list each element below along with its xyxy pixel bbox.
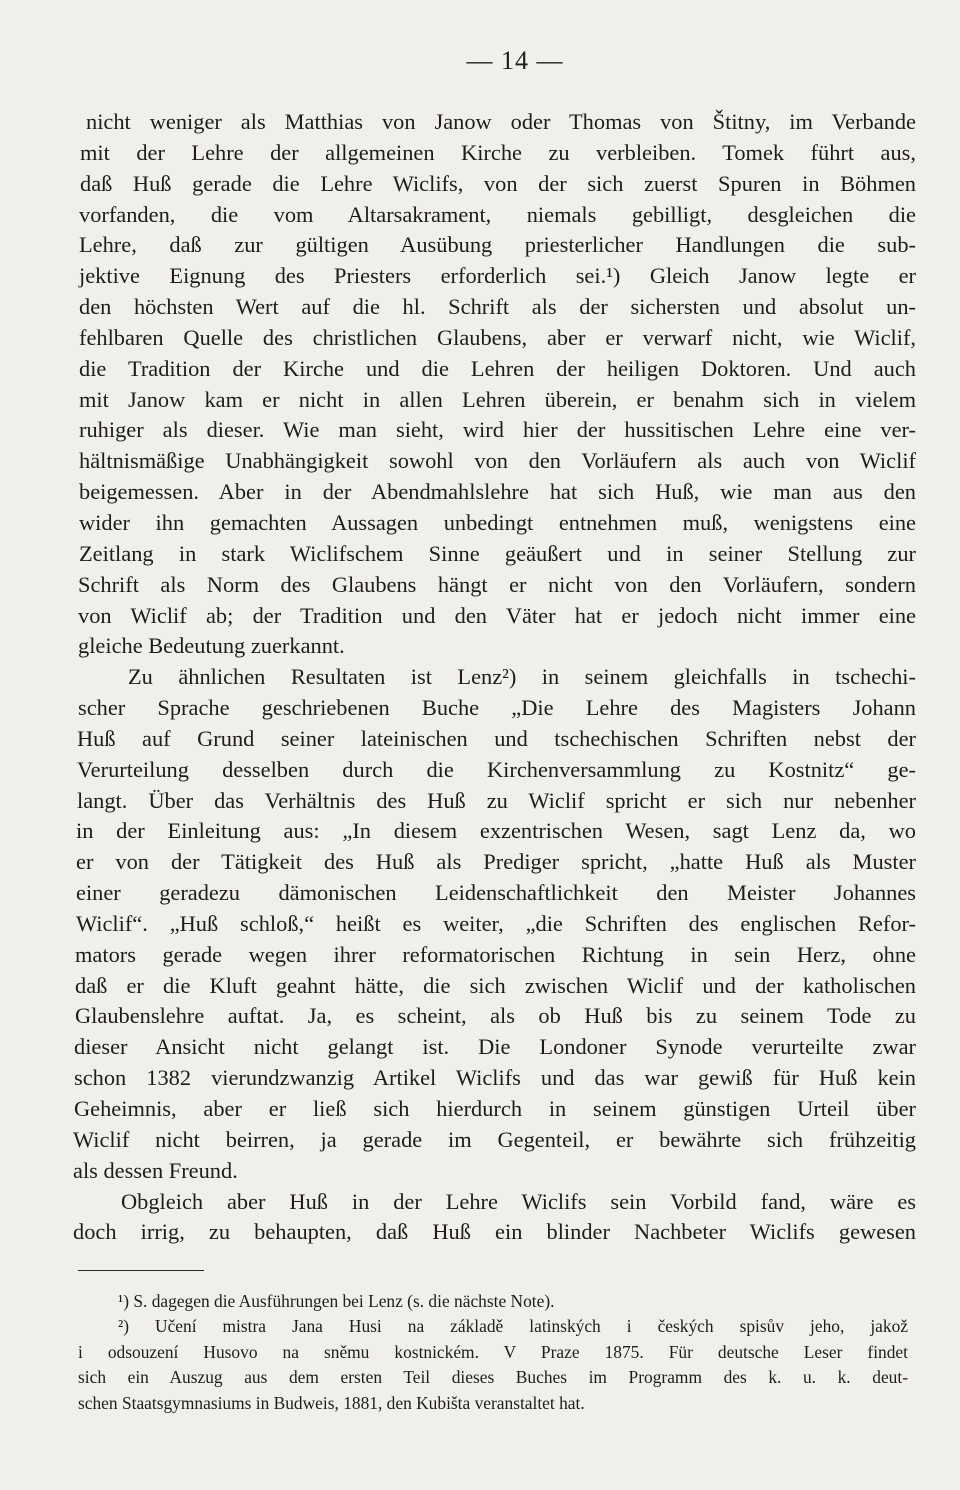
text-line: Lehre, daß zur gültigen Ausübung priesterlicher Handlungen die sub- <box>79 232 916 258</box>
text-line: Obgleich aber Huß in der Lehre Wiclifs sein Vorbild fand, wäre es <box>121 1188 916 1214</box>
text-line: Zeitlang in stark Wiclifschem Sinne geäußert und in seiner Stellung zur <box>79 540 916 566</box>
text-line: ruhiger als dieser. Wie man sieht, wird hier der hussitischen Lehre eine ver- <box>79 417 916 443</box>
text-line: schon 1382 vierundzwanzig Artikel Wiclifs und das war gewiß für Huß kein <box>74 1065 916 1091</box>
footnote-rule <box>78 1270 204 1271</box>
text-line: wider ihn gemachten Aussagen unbedingt entnehmen muß, wenigstens eine <box>79 509 916 535</box>
main-text <box>73 107 916 1248</box>
text-line: Zu ähnlichen Resultaten ist Lenz²) in seinem gleichfalls in tschechi- <box>128 664 916 690</box>
footnote-line: ²) Učení mistra Jana Husi na základě latinských i českých spisův jeho, jakož <box>118 1316 908 1337</box>
text-line: jektive Eignung des Priesters erforderlich sei.¹) Gleich Janow legte er <box>79 263 916 289</box>
text-line: dieser Ansicht nicht gelangt ist. Die Londoner Synode verurteilte zwar <box>74 1034 916 1060</box>
text-line: in der Einleitung aus: „In diesem exzentrischen Wesen, sagt Lenz da, wo <box>76 818 916 844</box>
text-line: daß Huß gerade die Lehre Wiclifs, von der sich zuerst Spuren in Böhmen <box>80 170 916 196</box>
footnote-line: ¹) S. dagegen die Ausführungen bei Lenz (s. die nächste Note). <box>118 1291 555 1311</box>
text-line: scher Sprache geschriebenen Buche „Die Lehre des Magisters Johann <box>78 695 916 721</box>
text-line: vorfanden, die vom Altarsakrament, niemals gebilligt, desgleichen die <box>79 201 916 227</box>
text-line: mit der Lehre der allgemeinen Kirche zu verbleiben. Tomek führt aus, <box>80 139 916 165</box>
text-line: den höchsten Wert auf die hl. Schrift als der sichersten und absolut un- <box>79 294 916 320</box>
text-line: als dessen Freund. <box>73 1157 238 1183</box>
text-line: er von der Tätigkeit des Huß als Prediger spricht, „hatte Huß als Muster <box>76 849 916 875</box>
text-line: Wiclif“. „Huß schloß,“ heißt es weiter, „die Schriften des englischen Refor- <box>76 910 916 936</box>
text-line: Huß auf Grund seiner lateinischen und tschechischen Schriften nebst der <box>77 725 916 751</box>
footnote-line: i odsouzení Husovo na sněmu kostnickém. V Praze 1875. Für deutsche Leser findet <box>78 1341 908 1362</box>
text-line: von Wiclif ab; der Tradition und den Väter hat er jedoch nicht immer eine <box>78 602 916 628</box>
footnote-line: sich ein Auszug aus dem ersten Teil dieses Buches im Programm des k. u. k. deut- <box>78 1367 908 1388</box>
text-line: nicht weniger als Matthias von Janow oder Thomas von Štitny, im Verbande <box>86 109 916 134</box>
text-line: mit Janow kam er nicht in allen Lehren überein, er benahm sich in vielem <box>79 386 916 412</box>
text-line: fehlbaren Quelle des christlichen Glaubens, aber er verwarf nicht, wie Wiclif, <box>79 324 916 350</box>
text-line: hältnismäßige Unabhängigkeit sowohl von den Vorläufern als auch von Wiclif <box>79 448 916 474</box>
page-number: — 14 — <box>466 46 564 75</box>
text-line: einer geradezu dämonischen Leidenschaftlichkeit den Meister Johannes <box>76 880 916 906</box>
text-line: Glaubenslehre auftat. Ja, es scheint, als ob Huß bis zu seinem Tode zu <box>75 1003 916 1029</box>
text-line: Wiclif nicht beirren, ja gerade im Gegenteil, er bewährte sich frühzeitig <box>73 1126 916 1152</box>
footnotes <box>78 1289 908 1416</box>
text-line: mators gerade wegen ihrer reformatorischen Richtung in sein Herz, ohne <box>75 941 916 967</box>
text-line: beigemessen. Aber in der Abendmahlslehre hat sich Huß, wie man aus den <box>79 479 916 505</box>
text-line: langt. Über das Verhältnis des Huß zu Wiclif spricht er sich nur nebenher <box>77 787 916 813</box>
text-line: Verurteilung desselben durch die Kirchenversammlung zu Kostnitz“ ge- <box>77 756 916 782</box>
text-line: daß er die Kluft geahnt hätte, die sich zwischen Wiclif und der katholischen <box>75 972 916 998</box>
text-line: doch irrig, zu behaupten, daß Huß ein blinder Nachbeter Wiclifs gewesen <box>73 1219 916 1245</box>
text-line: Geheimnis, aber er ließ sich hierdurch in seinem günstigen Urteil über <box>74 1096 916 1121</box>
footnote-line: schen Staatsgymnasiums in Budweis, 1881, den Kubišta veranstaltet hat. <box>78 1392 585 1413</box>
text-line: gleiche Bedeutung zuerkannt. <box>78 633 345 659</box>
text-line: Schrift als Norm des Glaubens hängt er nicht von den Vorläufern, sondern <box>78 571 916 597</box>
text-line: die Tradition der Kirche und die Lehren der heiligen Doktoren. Und auch <box>79 355 916 381</box>
